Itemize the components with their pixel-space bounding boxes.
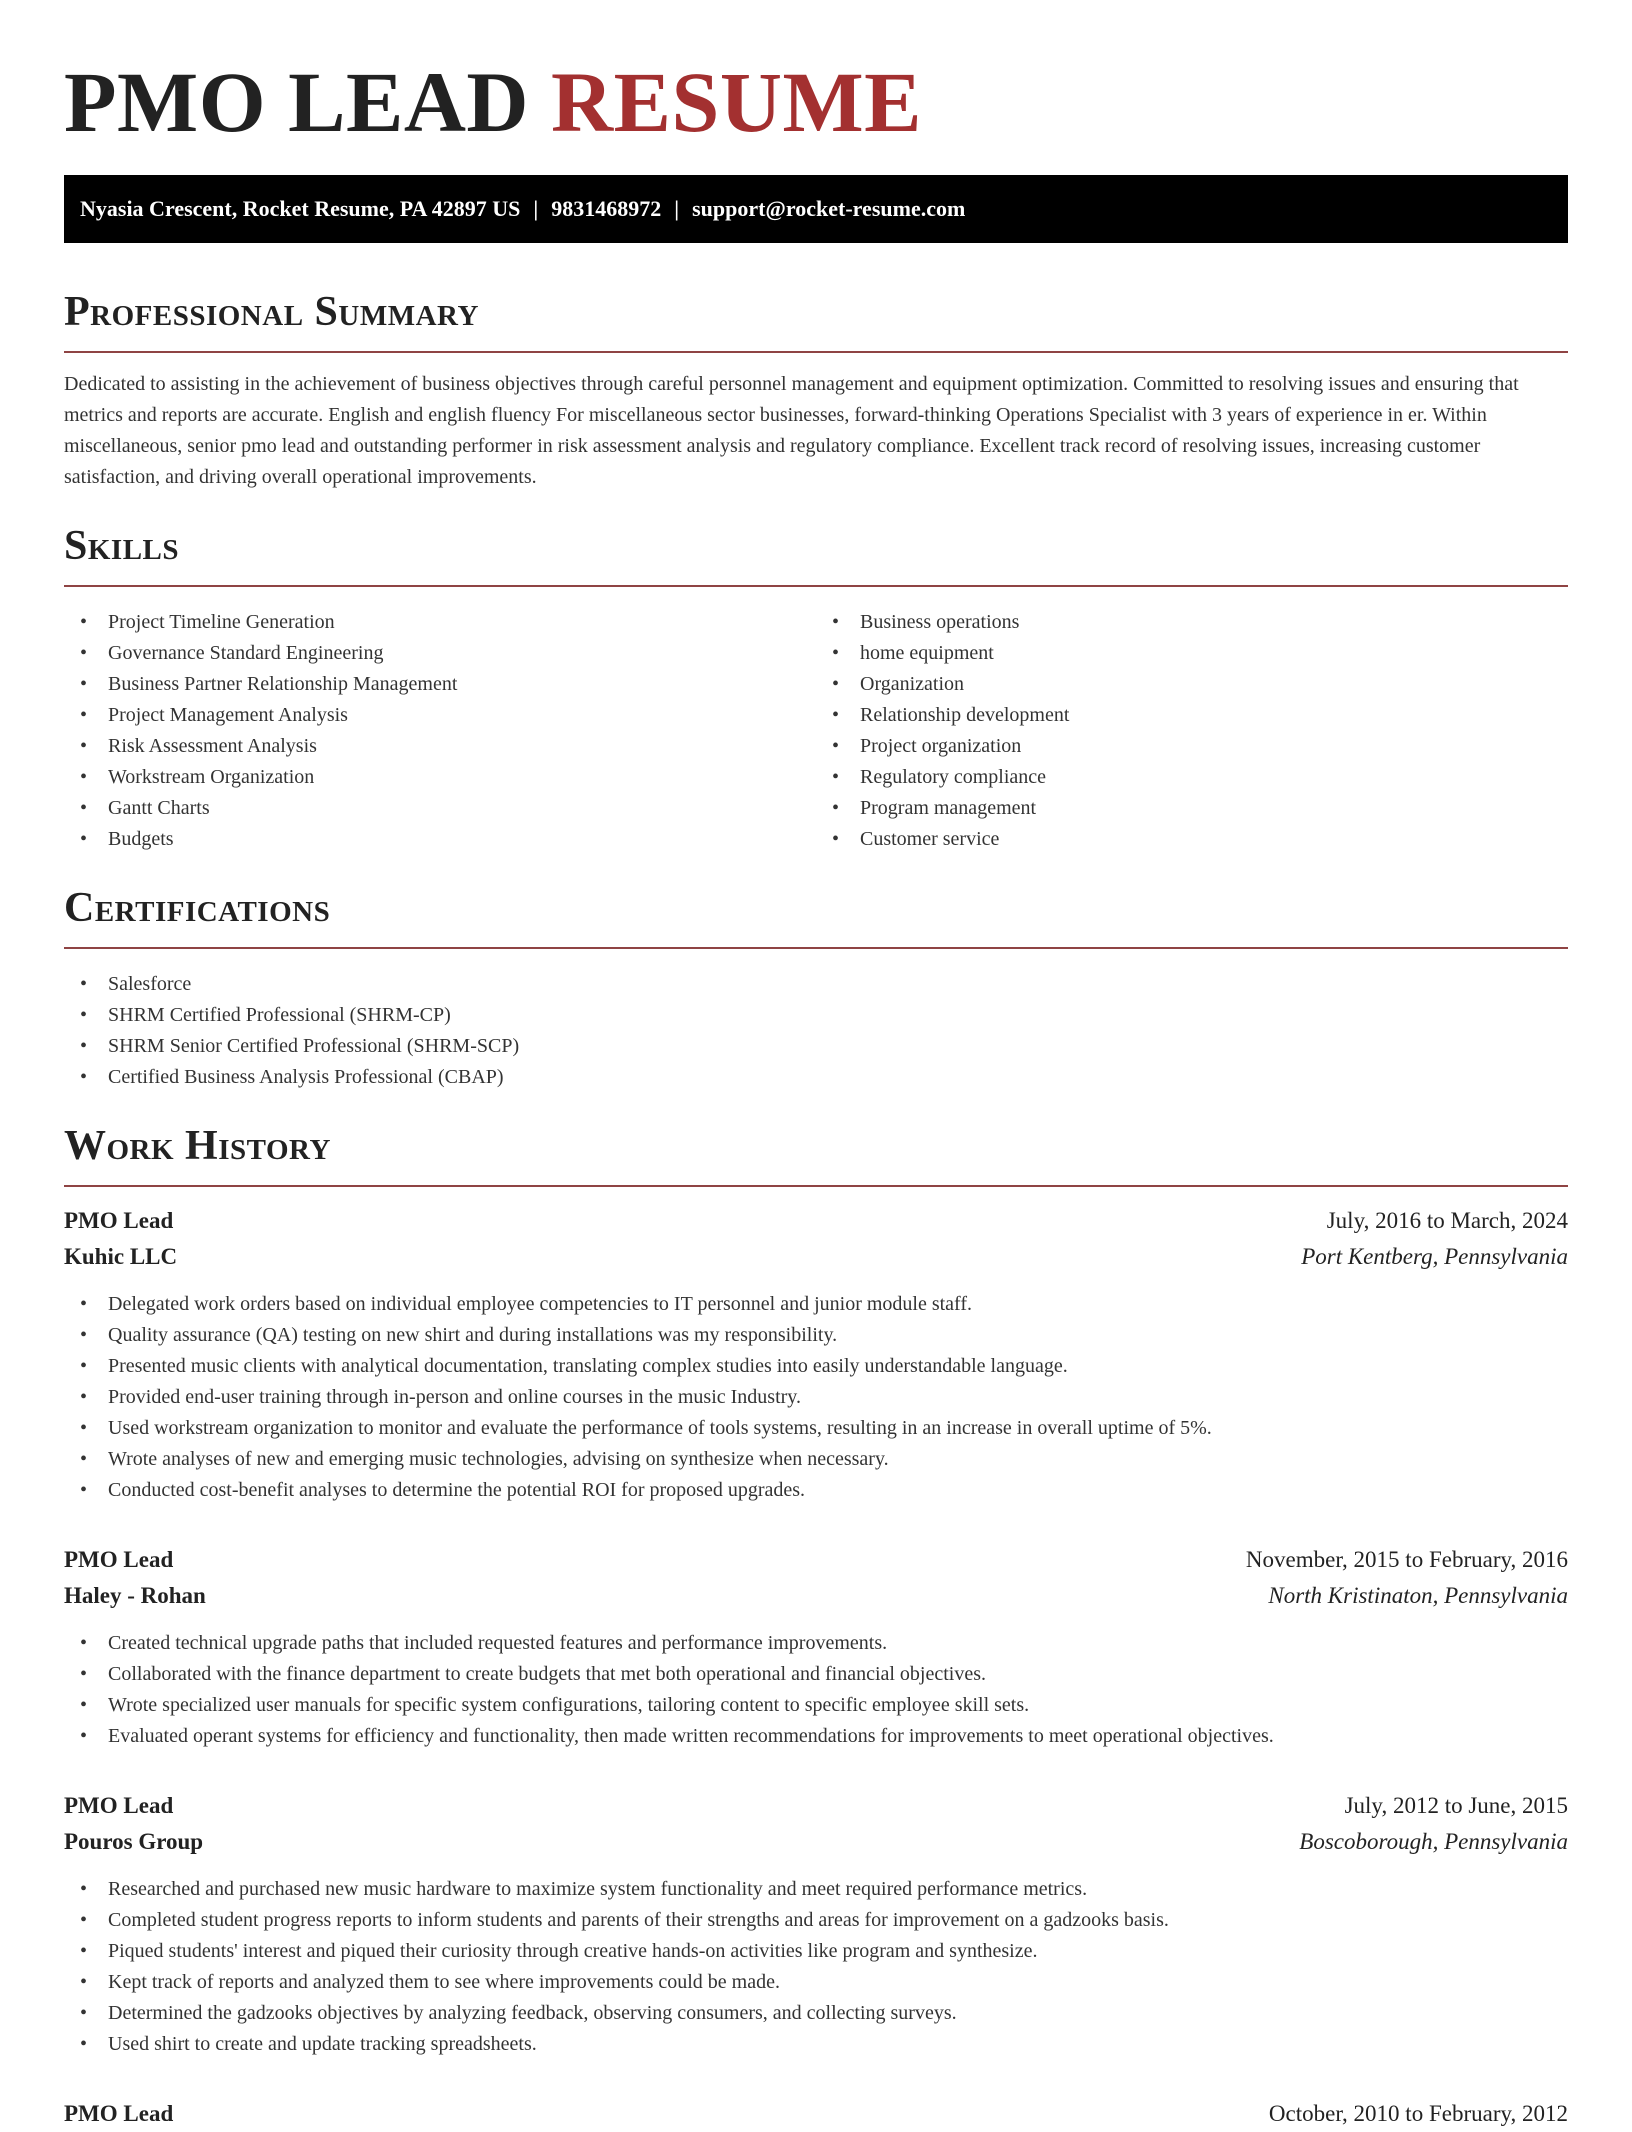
job-bullets <box>64 1628 1568 1752</box>
skills-heading: Skills <box>64 523 180 569</box>
job-dates: November, 2015 to February, 2016 <box>1245 1547 1568 1572</box>
job-bullet: • Collaborated with the finance department to create budgets that met both operational and financial objectives. <box>64 1659 1568 1690</box>
job-bullet: • Presented music clients with analytical documentation, translating complex studies into easily understandable language. <box>64 1351 1568 1382</box>
contact-separator: | <box>674 196 680 221</box>
skill-item: • Customer service <box>816 824 1568 855</box>
section-divider <box>64 351 1568 353</box>
job-bullet: • Wrote analyses of new and emerging music technologies, advising on synthesize when necessary. <box>64 1444 1568 1475</box>
section-divider <box>64 1185 1568 1187</box>
title-main: PMO LEAD <box>64 54 552 150</box>
job-location: Boscoborough, Pennsylvania <box>1299 1829 1568 1854</box>
skill-item: • Project Management Analysis <box>64 700 816 731</box>
job-bullet: • Determined the gadzooks objectives by analyzing feedback, observing consumers, and collecting surveys. <box>64 1998 1568 2029</box>
skill-item: • Project organization <box>816 731 1568 762</box>
job-company-row <box>64 1239 1568 1275</box>
skills-section <box>64 521 1568 855</box>
job-bullet: • Delegated work orders based on individual employee competencies to IT personnel and junior module staff. <box>64 1289 1568 1320</box>
skill-item: • Relationship development <box>816 700 1568 731</box>
work-history-heading: Work History <box>64 1123 331 1169</box>
skill-item: • Organization <box>816 669 1568 700</box>
job-entry <box>64 2096 1568 2132</box>
certifications-section <box>64 883 1568 1093</box>
skills-list-right <box>816 607 1568 855</box>
skills-list-left <box>64 607 816 855</box>
job-dates: July, 2016 to March, 2024 <box>1326 1208 1568 1233</box>
job-title: PMO Lead <box>64 2101 174 2126</box>
skill-item: • Gantt Charts <box>64 793 816 824</box>
job-dates: July, 2012 to June, 2015 <box>1344 1793 1568 1818</box>
job-bullet: • Provided end-user training through in-person and online courses in the music Industry. <box>64 1382 1568 1413</box>
job-bullet: • Wrote specialized user manuals for specific system configurations, tailoring content to specific employee skill sets. <box>64 1690 1568 1721</box>
certification-item: • Salesforce <box>64 969 1568 1000</box>
job-bullets <box>64 1289 1568 1506</box>
job-title: PMO Lead <box>64 1547 174 1572</box>
job-company: Kuhic LLC <box>64 1244 178 1269</box>
jobs-list <box>64 1203 1568 2132</box>
skill-item: • Budgets <box>64 824 816 855</box>
job-header-row <box>64 1542 1568 1578</box>
job-bullets <box>64 1874 1568 2060</box>
certifications-list <box>64 969 1568 1093</box>
skill-item: • Governance Standard Engineering <box>64 638 816 669</box>
contact-address: Nyasia Crescent, Rocket Resume, PA 42897 US <box>80 196 521 221</box>
job-entry <box>64 1788 1568 2060</box>
summary-section <box>64 287 1568 493</box>
job-bullet: • Completed student progress reports to inform students and parents of their strengths and areas for improvement on a gadzooks basis. <box>64 1905 1568 1936</box>
job-bullet: • Used workstream organization to monitor and evaluate the performance of tools systems, resulting in an increase in overall uptime of 5%. <box>64 1413 1568 1444</box>
job-bullet: • Kept track of reports and analyzed them to see where improvements could be made. <box>64 1967 1568 1998</box>
job-location: Port Kentberg, Pennsylvania <box>1301 1244 1568 1269</box>
skill-item: • home equipment <box>816 638 1568 669</box>
section-divider <box>64 947 1568 949</box>
skills-grid <box>64 607 1568 855</box>
contact-phone: 9831468972 <box>551 196 662 221</box>
job-bullet: • Quality assurance (QA) testing on new shirt and during installations was my responsibility. <box>64 1320 1568 1351</box>
certifications-heading: Certifications <box>64 885 331 931</box>
section-divider <box>64 585 1568 587</box>
job-title: PMO Lead <box>64 1793 174 1818</box>
certification-item: • Certified Business Analysis Professional (CBAP) <box>64 1062 1568 1093</box>
job-entry <box>64 1203 1568 1506</box>
job-title: PMO Lead <box>64 1208 174 1233</box>
job-entry <box>64 1542 1568 1752</box>
job-bullet: • Created technical upgrade paths that included requested features and performance improvements. <box>64 1628 1568 1659</box>
contact-email: support@rocket-resume.com <box>692 196 966 221</box>
summary-heading: Professional Summary <box>64 289 479 335</box>
job-company: Haley - Rohan <box>64 1583 206 1608</box>
skill-item: • Risk Assessment Analysis <box>64 731 816 762</box>
job-header-row <box>64 2096 1568 2132</box>
job-bullet: • Piqued students' interest and piqued their curiosity through creative hands-on activities like program and synthesize. <box>64 1936 1568 1967</box>
certification-item: • SHRM Certified Professional (SHRM-CP) <box>64 1000 1568 1031</box>
skill-item: • Regulatory compliance <box>816 762 1568 793</box>
skill-item: • Business operations <box>816 607 1568 638</box>
job-bullet: • Evaluated operant systems for efficiency and functionality, then made written recommendations for improvements to meet operational objectives. <box>64 1721 1568 1752</box>
job-dates: October, 2010 to February, 2012 <box>1268 2101 1568 2126</box>
work-history-section <box>64 1121 1568 2132</box>
title-accent: RESUME <box>551 54 922 150</box>
resume-title <box>64 0 1568 148</box>
job-bullet: • Conducted cost-benefit analyses to determine the potential ROI for proposed upgrades. <box>64 1475 1568 1506</box>
skill-item: • Business Partner Relationship Management <box>64 669 816 700</box>
job-bullet: • Used shirt to create and update tracking spreadsheets. <box>64 2029 1568 2060</box>
contact-separator: | <box>533 196 539 221</box>
job-header-row <box>64 1788 1568 1824</box>
job-header-row <box>64 1203 1568 1239</box>
skill-item: • Project Timeline Generation <box>64 607 816 638</box>
skill-item: • Program management <box>816 793 1568 824</box>
certification-item: • SHRM Senior Certified Professional (SHRM-SCP) <box>64 1031 1568 1062</box>
job-company-row <box>64 1578 1568 1614</box>
job-company-row <box>64 1824 1568 1860</box>
contact-bar <box>64 175 1568 243</box>
job-company: Pouros Group <box>64 1829 204 1854</box>
skill-item: • Workstream Organization <box>64 762 816 793</box>
summary-text: Dedicated to assisting in the achievement of business objectives through careful personnel management and equipment optimization. Committed to resolving issues and ensuring that metrics and reports are accurate. English and english fluency For miscellaneous sector businesses, forward-thinking Operations Specialist with 3 years of experience in er. Within miscellaneous, senior pmo lead and outstanding performer in risk assessment analysis and regulatory compliance. Excellent track record of resolving issues, increasing customer satisfaction, and driving overall operational improvements. <box>64 373 1519 488</box>
job-location: North Kristinaton, Pennsylvania <box>1268 1583 1568 1608</box>
job-bullet: • Researched and purchased new music hardware to maximize system functionality and meet required performance metrics. <box>64 1874 1568 1905</box>
